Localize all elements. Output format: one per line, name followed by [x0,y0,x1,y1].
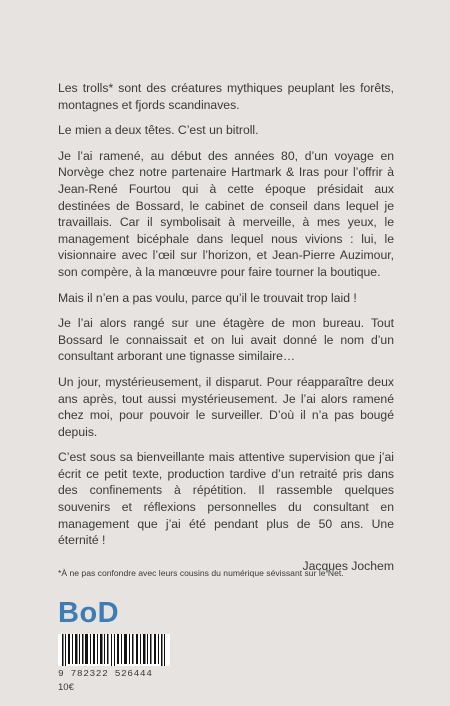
paragraph-2: Le mien a deux têtes. C’est un bitroll. [58,123,259,138]
barcode [58,634,170,666]
paragraph-6: Un jour, mystérieusement, il disparut. Pour réapparaître deux ans après, tout aussi mystérieusement. Je l’ai alors ramené chez moi, pour pouvoir le surveiller. D’où il n’a pas bougé depuis. [58,374,394,439]
footnote: *À ne pas confondre avec leurs cousins du numérique sévissant sur le Net. [58,568,344,578]
paragraph-4: Mais il n’en a pas voulu, parce qu’il le trouvait trop laid ! [58,290,357,305]
blurb [58,80,394,583]
price: 10€ [58,682,74,693]
author-signature: Jacques Jochem [302,558,394,573]
isbn-number: 9 782322 526444 [58,668,153,679]
publisher-logo: BoD [58,597,120,629]
paragraph-7: C’est sous sa bienveillante mais attentive supervision que j’ai écrit ce petit texte, production tardive d’un retraité pris dans des confinements à répétition. Il rassemble quelques souvenirs et réflexions personnelles du consultant en management que j’ai été pendant plus de 50 ans. Une éternité ! [58,450,394,548]
paragraph-1: Les trolls* sont des créatures mythiques peuplant les forêts, montagnes et fjords scandinaves. [58,81,394,112]
paragraph-3: Je l’ai ramené, au début des années 80, d’un voyage en Norvège chez notre partenaire Hartmark & Iras pour l’offrir à Jean-René Fourtou qui à cette époque présidait aux destinées de Bossard, le cabinet de conseil dans lequel je travaillais. Car il symbolisait à merveille, à mes yeux, le management bicéphale dans lequel nous vivions : lui, le visionnaire avec l’œil sur l’horizon, et Jean-Pierre Auzimour, son compère, à la manœuvre pour faire tourner la boutique. [58,148,394,279]
barcode-bars [58,634,170,666]
paragraph-5: Je l’ai alors rangé sur une étagère de mon bureau. Tout Bossard le connaissait et on lui avait donné le nom d’un consultant arborant une tignasse similaire… [58,316,394,364]
